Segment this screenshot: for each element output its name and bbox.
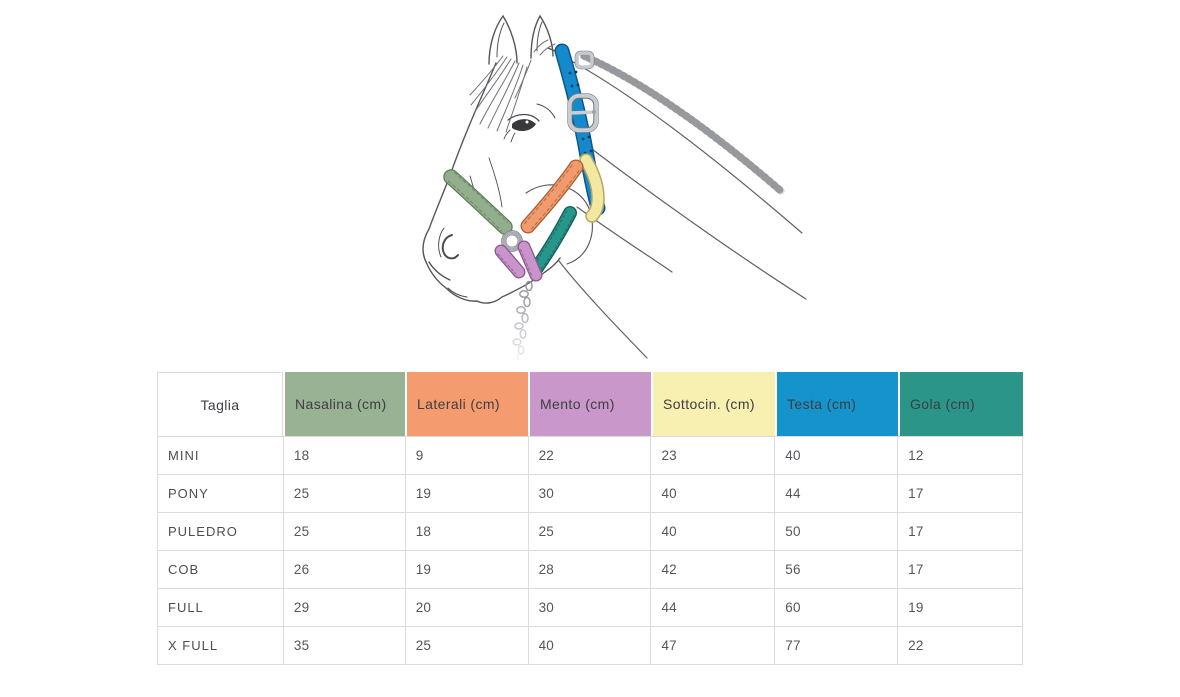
value-cell: 30: [529, 589, 652, 627]
value-cell: 40: [651, 513, 775, 551]
value-cell: 77: [775, 627, 898, 665]
value-cell: 44: [775, 475, 898, 513]
value-cell: 56: [775, 551, 898, 589]
value-cell: 40: [775, 437, 898, 475]
value-cell: 23: [651, 437, 775, 475]
column-header-testa: [775, 372, 898, 436]
column-header-label: Sottocin. (cm): [663, 396, 755, 412]
chin-strap: [498, 247, 536, 277]
value-cell: 50: [775, 513, 898, 551]
value-cell: 40: [651, 475, 775, 513]
value-cell: 44: [651, 589, 775, 627]
table-row: [158, 627, 1023, 665]
column-header-gola: [898, 372, 1023, 436]
horse-mouth: [429, 262, 450, 280]
table-row: [158, 437, 1023, 475]
table-row: [158, 513, 1023, 551]
value-cell: 18: [284, 437, 406, 475]
column-header-mento: [528, 372, 651, 436]
value-cell: 25: [529, 513, 652, 551]
value-cell: 20: [406, 589, 529, 627]
size-cell: PONY: [158, 475, 284, 513]
value-cell: 30: [529, 475, 652, 513]
lead-chain: [513, 282, 532, 361]
value-cell: 29: [284, 589, 406, 627]
value-cell: 35: [284, 627, 406, 665]
value-cell: 25: [406, 627, 529, 665]
column-header-label: Testa (cm): [787, 396, 857, 412]
horse-eye: [512, 119, 536, 131]
value-cell: 22: [529, 437, 652, 475]
value-cell: 19: [406, 551, 529, 589]
horse-head-halter-illustration: [420, 5, 810, 360]
value-cell: 60: [775, 589, 898, 627]
value-cell: 17: [898, 513, 1023, 551]
table-row: [158, 589, 1023, 627]
value-cell: 18: [406, 513, 529, 551]
value-cell: 47: [651, 627, 775, 665]
size-table: [157, 372, 1023, 665]
noseband-strap: [449, 173, 508, 232]
value-cell: 25: [284, 513, 406, 551]
value-cell: 40: [529, 627, 652, 665]
value-cell: 25: [284, 475, 406, 513]
size-cell: COB: [158, 551, 284, 589]
column-header-label: Mento (cm): [540, 396, 615, 412]
value-cell: 26: [284, 551, 406, 589]
table-row: [158, 475, 1023, 513]
column-header-taglia: [157, 372, 283, 436]
value-cell: 9: [406, 437, 529, 475]
value-cell: 19: [406, 475, 529, 513]
value-cell: 42: [651, 551, 775, 589]
column-header-label: Taglia: [200, 396, 240, 413]
horse-nostril: [443, 235, 458, 258]
horse-forelock: [470, 40, 555, 132]
lead-rope: [584, 56, 781, 191]
value-cell: 17: [898, 475, 1023, 513]
column-header-sottocin: [651, 372, 775, 436]
table-row: [158, 551, 1023, 589]
size-cell: X FULL: [158, 627, 284, 665]
value-cell: 22: [898, 627, 1023, 665]
value-cell: 12: [898, 437, 1023, 475]
size-cell: PULEDRO: [158, 513, 284, 551]
size-cell: MINI: [158, 437, 284, 475]
value-cell: 28: [529, 551, 652, 589]
column-header-label: Nasalina (cm): [295, 396, 387, 412]
column-header-label: Gola (cm): [910, 396, 976, 412]
value-cell: 19: [898, 589, 1023, 627]
table-header: [157, 372, 1023, 436]
size-cell: FULL: [158, 589, 284, 627]
column-header-laterali: [405, 372, 528, 436]
column-header-nasalina: [283, 372, 405, 436]
value-cell: 17: [898, 551, 1023, 589]
table-body: [157, 436, 1023, 665]
column-header-label: Laterali (cm): [417, 396, 500, 412]
